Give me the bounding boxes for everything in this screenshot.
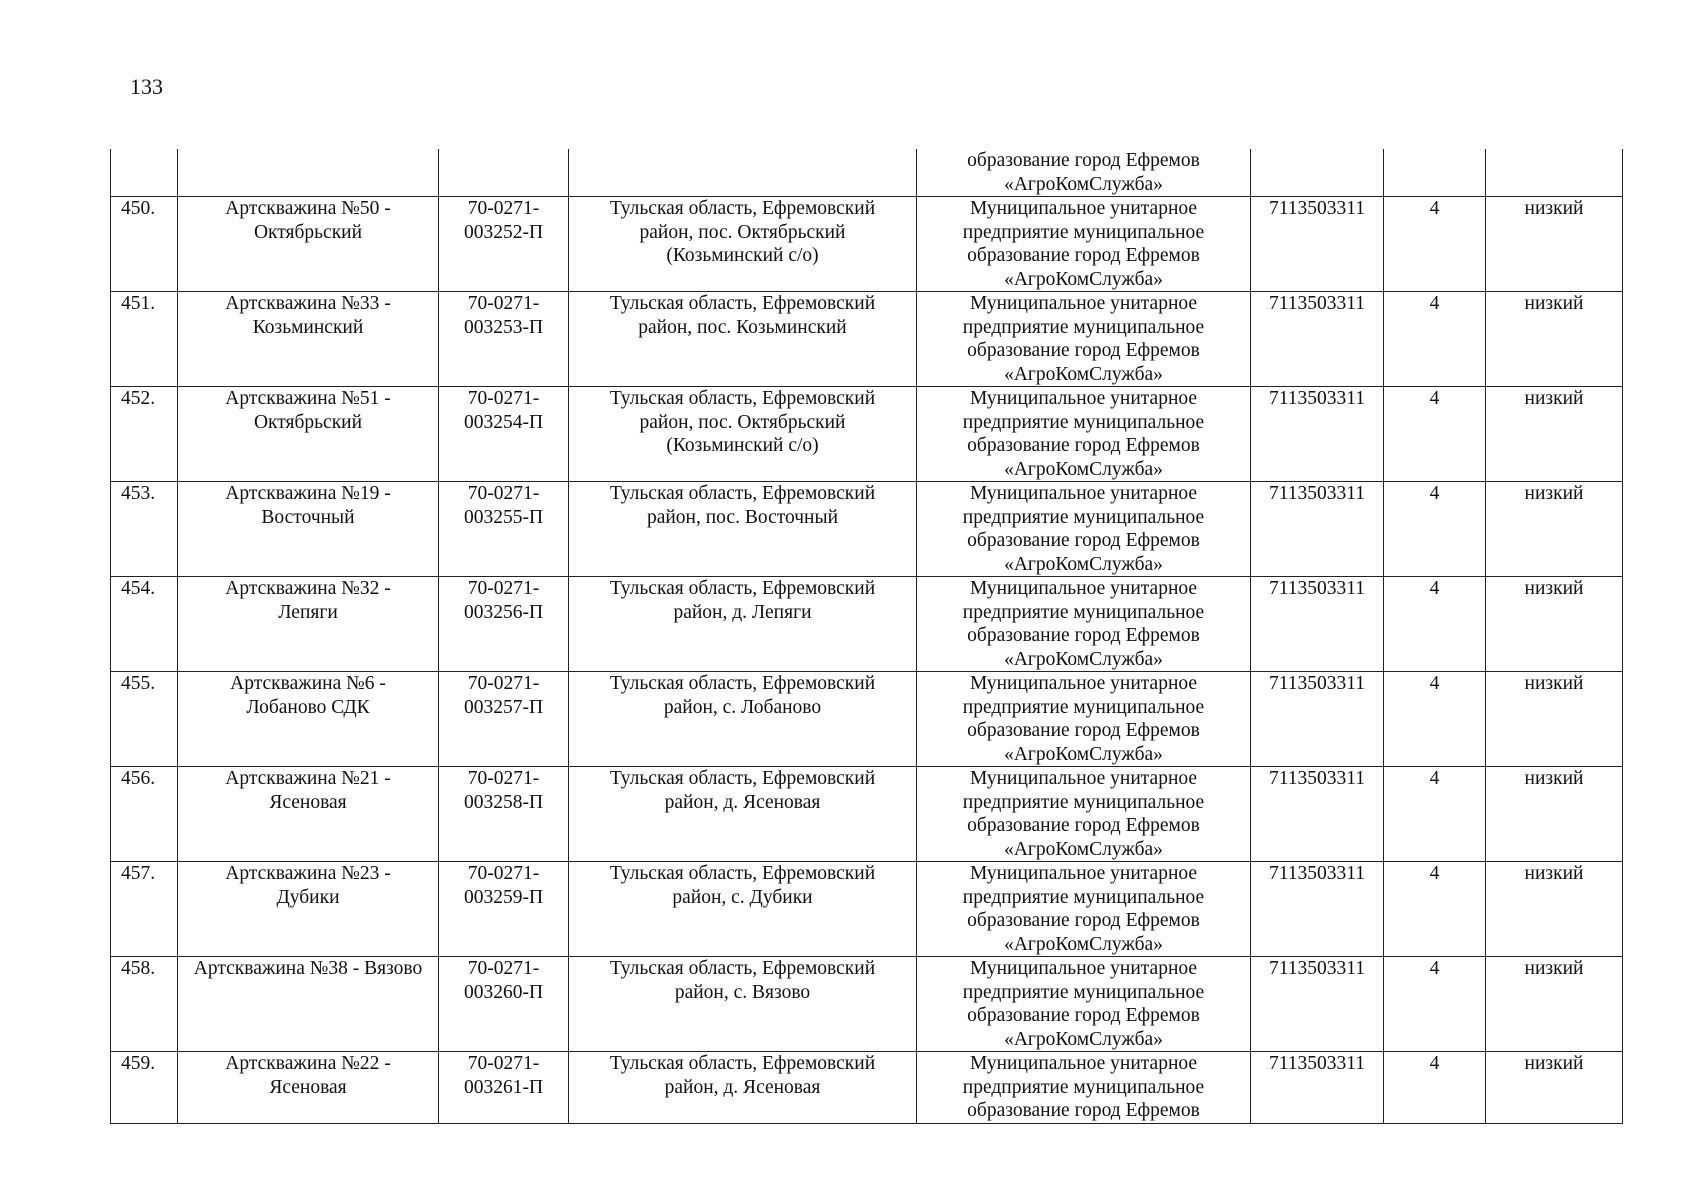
cell-number: 451.	[111, 292, 178, 387]
cell-risk-level: низкий	[1486, 1052, 1623, 1124]
cell-category	[1384, 149, 1486, 197]
cell-risk-level: низкий	[1486, 387, 1623, 482]
cell-category: 4	[1384, 387, 1486, 482]
cell-risk-level: низкий	[1486, 482, 1623, 577]
cell-category: 4	[1384, 862, 1486, 957]
cell-address: Тульская область, Ефремовский район, пос. Козьминский	[569, 292, 917, 387]
cell-risk-level: низкий	[1486, 862, 1623, 957]
table-row	[111, 862, 1623, 957]
table-row	[111, 767, 1623, 862]
cell-object-code	[439, 149, 569, 197]
cell-operator: Муниципальное унитарное предприятие муниципальное образование город Ефремов «АгроКомСлужба»	[917, 957, 1251, 1052]
cell-inn: 7113503311	[1251, 767, 1384, 862]
table-row	[111, 387, 1623, 482]
page-number: 133	[130, 74, 163, 99]
cell-object-code: 70-0271- 003261-П	[439, 1052, 569, 1124]
cell-object-name: Артскважина №51 - Октябрьский	[178, 387, 439, 482]
cell-category: 4	[1384, 577, 1486, 672]
registry-table	[110, 149, 1623, 1124]
cell-risk-level: низкий	[1486, 292, 1623, 387]
cell-operator: Муниципальное унитарное предприятие муниципальное образование город Ефремов «АгроКомСлужба»	[917, 577, 1251, 672]
cell-category: 4	[1384, 767, 1486, 862]
cell-operator: Муниципальное унитарное предприятие муниципальное образование город Ефремов	[917, 1052, 1251, 1124]
cell-object-code: 70-0271- 003255-П	[439, 482, 569, 577]
cell-number: 459.	[111, 1052, 178, 1124]
cell-address: Тульская область, Ефремовский район, д. Лепяги	[569, 577, 917, 672]
cell-number: 450.	[111, 197, 178, 292]
cell-category: 4	[1384, 292, 1486, 387]
cell-object-code: 70-0271- 003256-П	[439, 577, 569, 672]
cell-category: 4	[1384, 957, 1486, 1052]
cell-inn: 7113503311	[1251, 387, 1384, 482]
cell-address: Тульская область, Ефремовский район, с. Дубики	[569, 862, 917, 957]
cell-operator: Муниципальное унитарное предприятие муниципальное образование город Ефремов «АгроКомСлужба»	[917, 672, 1251, 767]
cell-object-code: 70-0271- 003260-П	[439, 957, 569, 1052]
cell-category: 4	[1384, 197, 1486, 292]
cell-object-name: Артскважина №23 - Дубики	[178, 862, 439, 957]
cell-number: 452.	[111, 387, 178, 482]
cell-object-name: Артскважина №6 - Лобаново СДК	[178, 672, 439, 767]
cell-category: 4	[1384, 482, 1486, 577]
cell-address: Тульская область, Ефремовский район, пос. Октябрьский (Козьминский с/о)	[569, 387, 917, 482]
cell-object-name	[178, 149, 439, 197]
table-row	[111, 957, 1623, 1052]
cell-number	[111, 149, 178, 197]
cell-operator: образование город Ефремов «АгроКомСлужба»	[917, 149, 1251, 197]
cell-number: 454.	[111, 577, 178, 672]
cell-object-code: 70-0271- 003252-П	[439, 197, 569, 292]
cell-operator: Муниципальное унитарное предприятие муниципальное образование город Ефремов «АгроКомСлужба»	[917, 862, 1251, 957]
cell-object-name: Артскважина №38 - Вязово	[178, 957, 439, 1052]
cell-address: Тульская область, Ефремовский район, с. Лобаново	[569, 672, 917, 767]
cell-object-name: Артскважина №21 - Ясеновая	[178, 767, 439, 862]
cell-object-name: Артскважина №19 - Восточный	[178, 482, 439, 577]
table-row-continuation	[111, 149, 1623, 197]
cell-object-name: Артскважина №32 - Лепяги	[178, 577, 439, 672]
cell-number: 456.	[111, 767, 178, 862]
cell-number: 453.	[111, 482, 178, 577]
cell-object-name: Артскважина №50 - Октябрьский	[178, 197, 439, 292]
cell-object-code: 70-0271- 003258-П	[439, 767, 569, 862]
cell-address: Тульская область, Ефремовский район, д. Ясеновая	[569, 1052, 917, 1124]
table-row	[111, 197, 1623, 292]
cell-inn: 7113503311	[1251, 1052, 1384, 1124]
cell-address	[569, 149, 917, 197]
cell-number: 458.	[111, 957, 178, 1052]
cell-object-name: Артскважина №33 - Козьминский	[178, 292, 439, 387]
cell-operator: Муниципальное унитарное предприятие муниципальное образование город Ефремов «АгроКомСлужба»	[917, 767, 1251, 862]
cell-inn: 7113503311	[1251, 577, 1384, 672]
cell-address: Тульская область, Ефремовский район, пос. Октябрьский (Козьминский с/о)	[569, 197, 917, 292]
cell-category: 4	[1384, 1052, 1486, 1124]
cell-risk-level	[1486, 149, 1623, 197]
cell-inn: 7113503311	[1251, 862, 1384, 957]
cell-inn: 7113503311	[1251, 482, 1384, 577]
cell-operator: Муниципальное унитарное предприятие муниципальное образование город Ефремов «АгроКомСлужба»	[917, 197, 1251, 292]
cell-risk-level: низкий	[1486, 957, 1623, 1052]
cell-risk-level: низкий	[1486, 767, 1623, 862]
cell-number: 455.	[111, 672, 178, 767]
table-row	[111, 672, 1623, 767]
cell-address: Тульская область, Ефремовский район, д. Ясеновая	[569, 767, 917, 862]
cell-address: Тульская область, Ефремовский район, пос. Восточный	[569, 482, 917, 577]
table-row	[111, 577, 1623, 672]
cell-object-code: 70-0271- 003253-П	[439, 292, 569, 387]
cell-risk-level: низкий	[1486, 672, 1623, 767]
cell-inn: 7113503311	[1251, 292, 1384, 387]
cell-risk-level: низкий	[1486, 577, 1623, 672]
registry-table-body	[111, 149, 1623, 1123]
cell-operator: Муниципальное унитарное предприятие муниципальное образование город Ефремов «АгроКомСлужба»	[917, 387, 1251, 482]
cell-number: 457.	[111, 862, 178, 957]
cell-risk-level: низкий	[1486, 197, 1623, 292]
cell-object-code: 70-0271- 003254-П	[439, 387, 569, 482]
table-row	[111, 292, 1623, 387]
cell-inn	[1251, 149, 1384, 197]
cell-inn: 7113503311	[1251, 197, 1384, 292]
cell-object-code: 70-0271- 003257-П	[439, 672, 569, 767]
cell-object-code: 70-0271- 003259-П	[439, 862, 569, 957]
table-row	[111, 482, 1623, 577]
cell-inn: 7113503311	[1251, 672, 1384, 767]
cell-category: 4	[1384, 672, 1486, 767]
cell-operator: Муниципальное унитарное предприятие муниципальное образование город Ефремов «АгроКомСлужба»	[917, 482, 1251, 577]
table-row	[111, 1052, 1623, 1124]
cell-operator: Муниципальное унитарное предприятие муниципальное образование город Ефремов «АгроКомСлужба»	[917, 292, 1251, 387]
cell-inn: 7113503311	[1251, 957, 1384, 1052]
cell-address: Тульская область, Ефремовский район, с. Вязово	[569, 957, 917, 1052]
cell-object-name: Артскважина №22 - Ясеновая	[178, 1052, 439, 1124]
